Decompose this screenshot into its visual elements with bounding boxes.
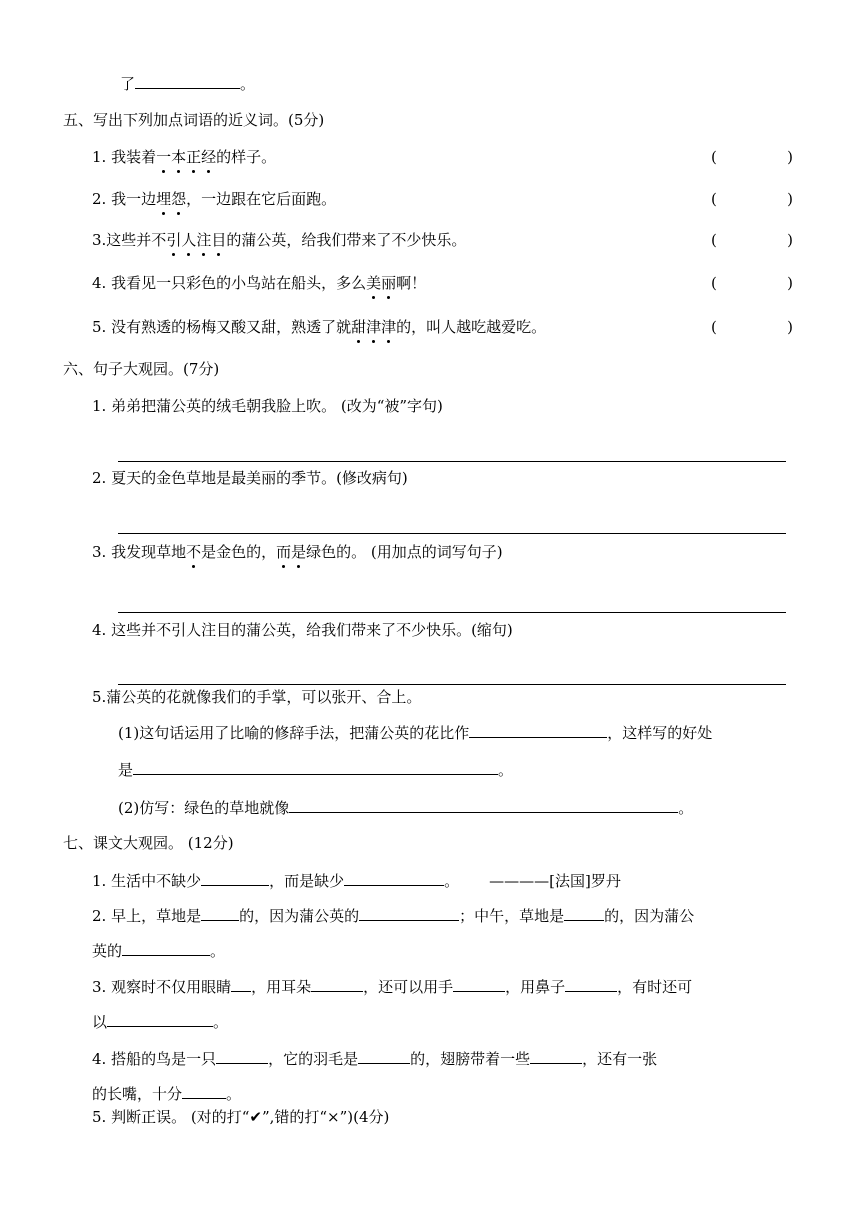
section-7-heading: 七、课文大观园。 (12分)	[63, 834, 234, 852]
s5-item-1	[92, 147, 276, 167]
s7-text: 4. 搭船的鸟是一只	[92, 1050, 217, 1068]
s7-text: 。	[210, 942, 226, 960]
s6-question-5-2	[118, 798, 693, 818]
carryover-line	[120, 74, 255, 94]
s7-question-2	[92, 906, 694, 926]
dotted-word: 甜津津	[351, 318, 397, 336]
paren-close: )	[787, 274, 793, 292]
s6-question-5-1-cont	[118, 760, 513, 780]
s6-q5-2-text: 。	[678, 799, 694, 817]
s6-q5-1-text: 。	[498, 761, 514, 779]
s6-q3-text: 3. 我发现草地	[92, 543, 187, 561]
s6-question-1: 1. 弟弟把蒲公英的绒毛朝我脸上吹。 (改为“被”字句)	[92, 397, 443, 415]
paren-close: )	[787, 190, 793, 208]
s5-item-4	[92, 273, 426, 293]
answer-blank[interactable]	[359, 906, 459, 921]
s6-q5-1-text: (1)这句话运用了比喻的修辞手法，把蒲公英的花比作	[118, 724, 470, 742]
s7-text: 5. 判断正误。 (对的打“	[92, 1108, 250, 1126]
section-5-heading: 五、写出下列加点词语的近义词。(5分)	[63, 111, 325, 129]
s5-item-text: 的，叫人越吃越爱吃。	[396, 318, 547, 336]
paren-open: (	[711, 231, 717, 249]
paren-close: )	[787, 231, 793, 249]
s7-text: 。	[213, 1013, 229, 1031]
s6-q3-text: 是金色的，	[201, 543, 277, 561]
answer-paren-2[interactable]	[711, 189, 793, 209]
s7-text: ，用鼻子	[505, 978, 566, 996]
s7-text: 英的	[92, 942, 123, 960]
dotted-word: 埋怨	[156, 190, 187, 208]
answer-blank[interactable]	[358, 1049, 410, 1064]
answer-blank[interactable]	[201, 906, 239, 921]
s7-text: 的，因为蒲公英的	[239, 907, 360, 925]
s6-question-5-1	[118, 723, 712, 743]
s5-item-text: 啊！	[396, 274, 427, 292]
answer-blank[interactable]	[133, 760, 498, 775]
answer-line-1[interactable]	[118, 461, 786, 462]
answer-blank[interactable]	[135, 74, 240, 89]
s7-text: 1. 生活中不缺少	[92, 872, 202, 890]
s7-text: 以	[92, 1013, 108, 1031]
answer-blank[interactable]	[564, 906, 604, 921]
s5-item-3	[92, 230, 466, 250]
paren-close: )	[787, 148, 793, 166]
s6-q5-1-text: ，这样写的好处	[607, 724, 713, 742]
s5-item-text: 3.这些并不	[92, 231, 167, 249]
s7-text: ，而是缺少	[269, 872, 345, 890]
dotted-word: 不	[186, 543, 202, 561]
s7-question-5	[92, 1107, 389, 1127]
s7-question-3-cont	[92, 1012, 228, 1032]
s5-item-text: 的样子。	[216, 148, 277, 166]
s6-question-4: 4. 这些并不引人注目的蒲公英，给我们带来了不少快乐。(缩句)	[92, 621, 513, 639]
s7-question-1	[92, 871, 621, 891]
s7-text: ，有时还可	[617, 978, 693, 996]
answer-blank[interactable]	[311, 977, 363, 992]
answer-blank[interactable]	[453, 977, 505, 992]
paren-open: (	[711, 318, 717, 336]
s5-item-text: 4. 我看见一只彩色的小鸟站在船头，多么	[92, 274, 367, 292]
dotted-word: 引人注目	[166, 231, 227, 249]
answer-blank[interactable]	[216, 1049, 268, 1064]
s5-item-text: 2. 我一边	[92, 190, 157, 208]
s6-q5-1-text: 是	[118, 761, 134, 779]
s6-question-3	[92, 542, 503, 562]
paren-open: (	[711, 190, 717, 208]
s7-text: 。	[226, 1085, 242, 1103]
s7-text: ，还有一张	[582, 1050, 658, 1068]
answer-paren-1[interactable]	[711, 147, 793, 167]
s7-question-4	[92, 1049, 657, 1069]
quote-attribution: ————[法国]罗丹	[489, 872, 621, 890]
s7-text: 3. 观察时不仅用眼睛	[92, 978, 232, 996]
s6-question-5: 5.蒲公英的花就像我们的手掌，可以张开、合上。	[92, 688, 422, 706]
s7-text: ”,错的打“×”)(4分)	[261, 1108, 390, 1126]
s7-text: 的，翅膀带着一些	[410, 1050, 531, 1068]
s5-item-2	[92, 189, 336, 209]
carryover-suffix: 。	[240, 75, 256, 93]
answer-paren-5[interactable]	[711, 317, 793, 337]
answer-paren-4[interactable]	[711, 273, 793, 293]
s7-text: ，用耳朵	[251, 978, 312, 996]
dotted-word: 美丽	[366, 274, 397, 292]
checkmark-icon: ✔	[249, 1108, 262, 1126]
s7-text: 的长嘴，十分	[92, 1085, 183, 1103]
carryover-prefix: 了	[120, 75, 136, 93]
answer-blank[interactable]	[530, 1049, 582, 1064]
answer-paren-3[interactable]	[711, 230, 793, 250]
s7-text: 。	[444, 872, 460, 890]
s5-item-text: ，一边跟在它后面跑。	[186, 190, 337, 208]
paren-close: )	[787, 318, 793, 336]
answer-blank[interactable]	[201, 871, 269, 886]
dotted-word: 一本正经	[156, 148, 217, 166]
s7-text: ；中午，草地是	[459, 907, 565, 925]
s5-item-text: 1. 我装着	[92, 148, 157, 166]
s7-text: ，还可以用手	[363, 978, 454, 996]
answer-blank[interactable]	[182, 1084, 226, 1099]
s5-item-text: 5. 没有熟透的杨梅又酸又甜，熟透了就	[92, 318, 352, 336]
s6-q3-text: 绿色的。 (用加点的词写句子)	[306, 543, 503, 561]
answer-blank[interactable]	[231, 977, 251, 992]
s7-question-4-cont	[92, 1084, 241, 1104]
paren-open: (	[711, 148, 717, 166]
answer-blank[interactable]	[344, 871, 444, 886]
s7-text: 的，因为蒲公	[604, 907, 695, 925]
answer-blank[interactable]	[289, 798, 678, 813]
paren-open: (	[711, 274, 717, 292]
s5-item-5	[92, 317, 546, 337]
s7-text: ，它的羽毛是	[268, 1050, 359, 1068]
s6-question-2: 2. 夏天的金色草地是最美丽的季节。(修改病句)	[92, 469, 408, 487]
s7-question-2-cont	[92, 941, 225, 961]
answer-blank[interactable]	[469, 723, 607, 738]
answer-line-3[interactable]	[118, 612, 786, 613]
answer-line-2[interactable]	[118, 533, 786, 534]
s7-text: 2. 早上，草地是	[92, 907, 202, 925]
answer-blank[interactable]	[565, 977, 617, 992]
answer-blank[interactable]	[107, 1012, 213, 1027]
answer-line-4[interactable]	[118, 684, 786, 685]
s7-question-3	[92, 977, 692, 997]
s5-item-text: 的蒲公英，给我们带来了不少快乐。	[226, 231, 467, 249]
dotted-word: 而是	[276, 543, 307, 561]
answer-blank[interactable]	[122, 941, 210, 956]
section-6-heading: 六、句子大观园。(7分)	[63, 360, 220, 378]
s6-q5-2-text: (2)仿写：绿色的草地就像	[118, 799, 290, 817]
